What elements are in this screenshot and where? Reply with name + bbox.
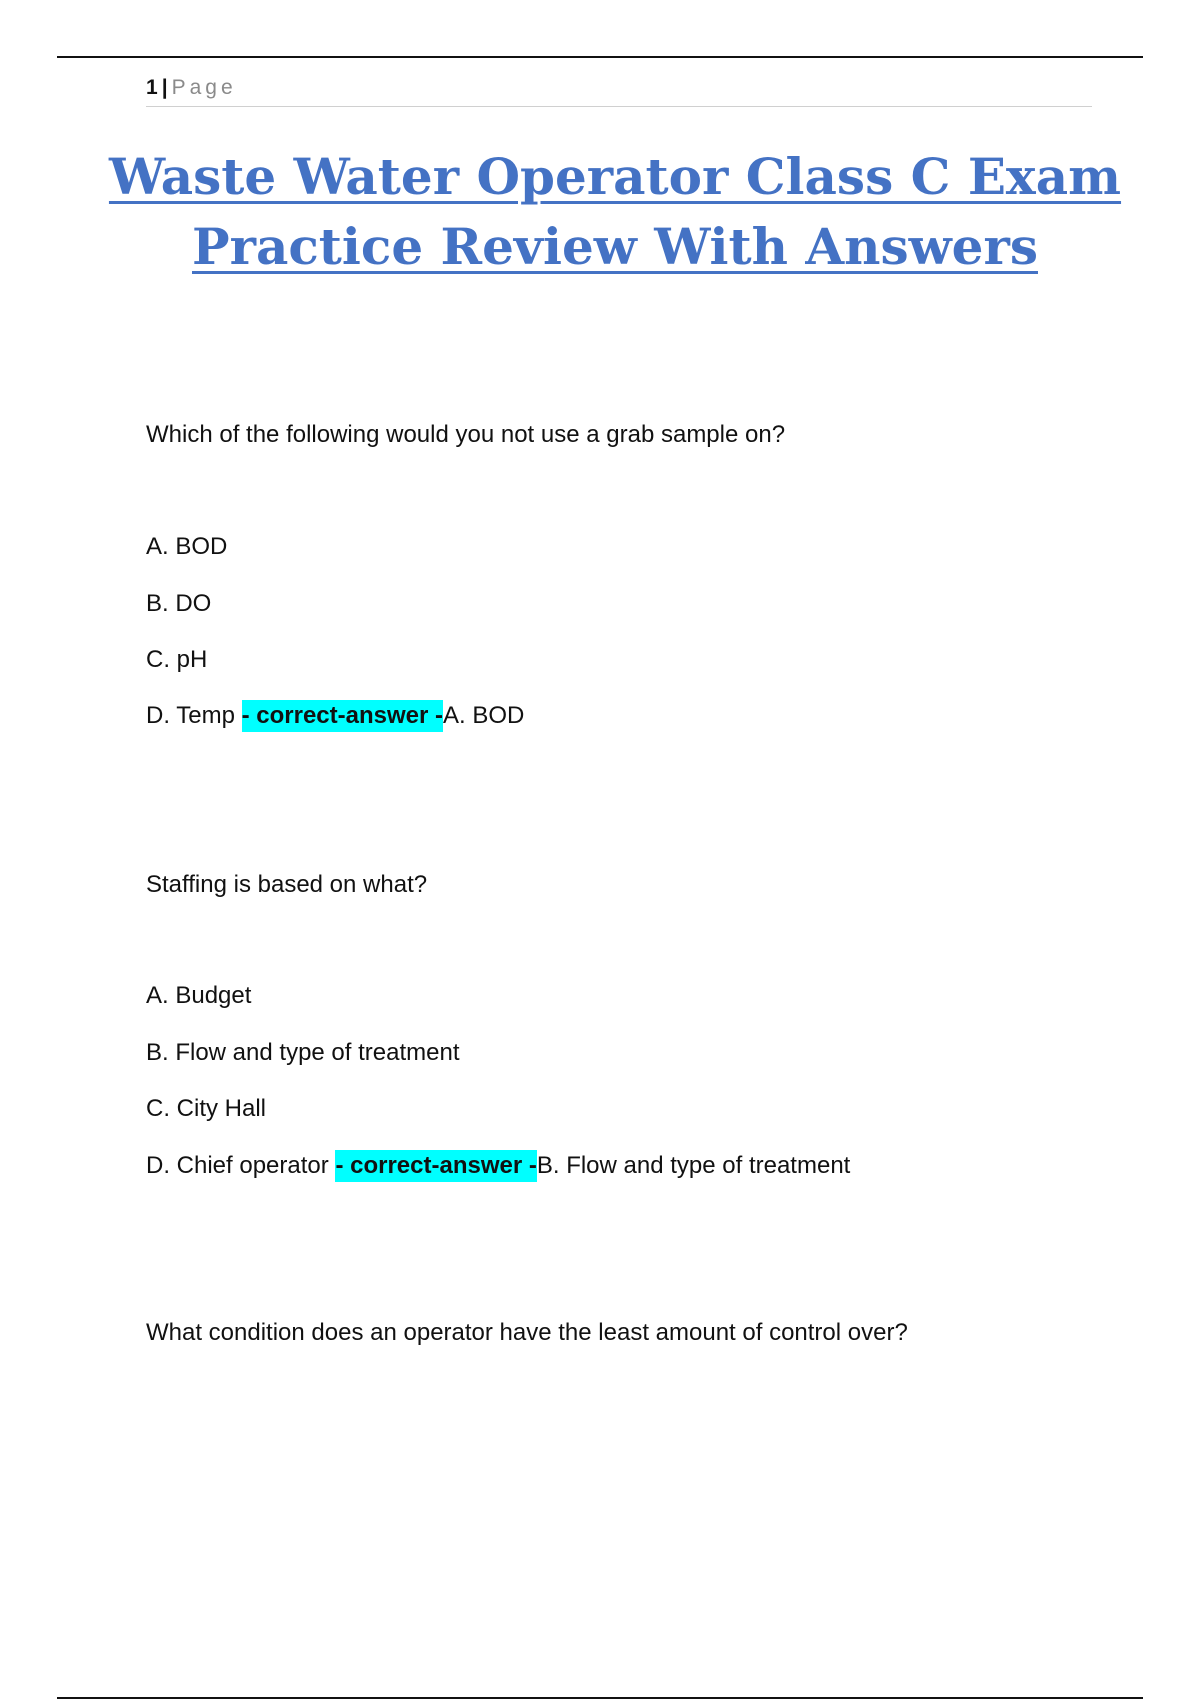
question-1-prompt: Which of the following would you not use a grab sample on? [146, 421, 786, 448]
top-rule [57, 56, 1143, 58]
question-2-option-a: A. Budget [146, 982, 252, 1009]
title-line-2: Practice Review With Answers [192, 217, 1038, 276]
bottom-rule [57, 1697, 1143, 1699]
question-2-prompt: Staffing is based on what? [146, 871, 428, 898]
page-header [146, 74, 1092, 107]
page-number: 1 [146, 76, 158, 99]
question-2-answer: B. Flow and type of treatment [536, 1152, 851, 1179]
correct-answer-marker: - correct-answer - [242, 700, 443, 732]
page-word: Page [171, 76, 237, 99]
question-1-option-d: D. Temp [146, 702, 235, 729]
question-1-answer: A. BOD [443, 702, 525, 729]
question-2-option-d-line [146, 1149, 850, 1183]
question-2-option-d: D. Chief operator [146, 1152, 329, 1179]
question-1-option-b: B. DO [146, 590, 212, 617]
correct-answer-marker: - correct-answer - [335, 1150, 536, 1182]
question-3-prompt: What condition does an operator have the least amount of control over? [146, 1319, 908, 1346]
question-1-option-a: A. BOD [146, 533, 228, 560]
document-title [100, 142, 1130, 282]
question-1-option-c: C. pH [146, 646, 208, 673]
question-1-option-d-line [146, 699, 524, 733]
page-separator: | [161, 76, 168, 99]
question-2-option-c: C. City Hall [146, 1095, 267, 1122]
question-2-option-b: B. Flow and type of treatment [146, 1039, 460, 1066]
title-line-1: Waste Water Operator Class C Exam [108, 147, 1122, 206]
